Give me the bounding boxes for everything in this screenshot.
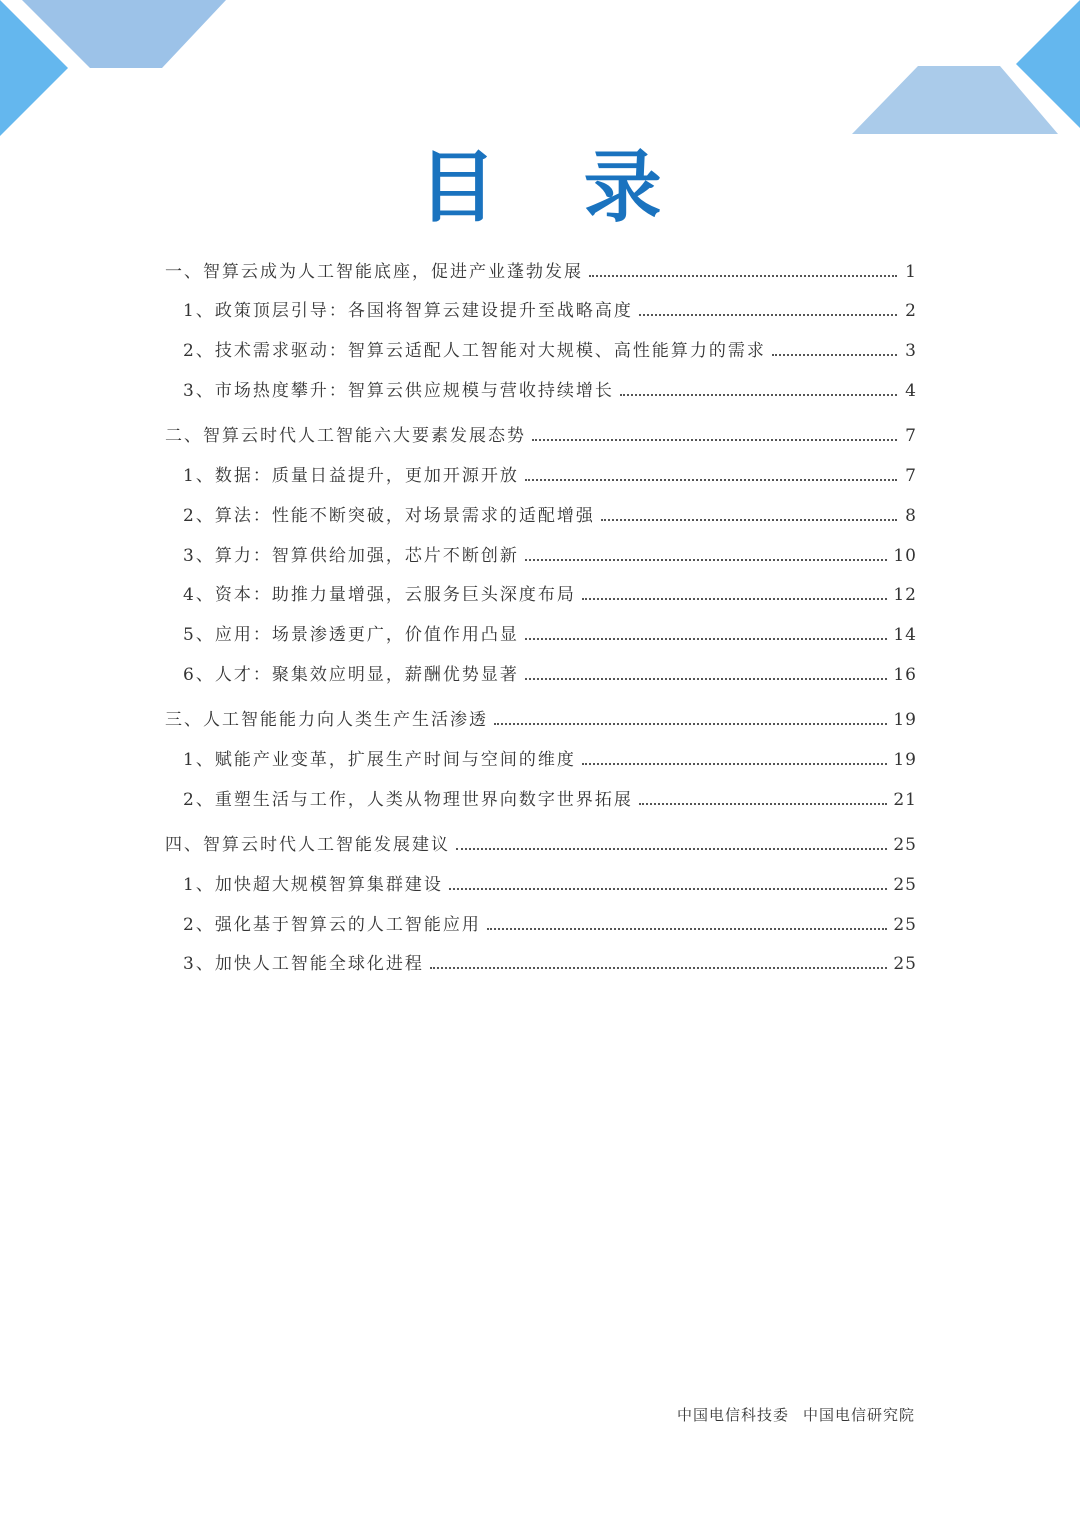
- toc-dot-leader: [449, 888, 888, 890]
- top-left-triangle: [0, 0, 68, 136]
- toc-section-entry[interactable]: [165, 450, 917, 490]
- toc-entry-title: 3、算力：智算供给加强，芯片不断创新: [183, 545, 519, 566]
- toc-entry-title: 6、人才：聚集效应明显，薪酬优势显著: [183, 664, 519, 685]
- toc-section-entry[interactable]: [165, 570, 917, 610]
- toc-entry-title: 4、资本：助推力量增强，云服务巨头深度布局: [183, 585, 576, 606]
- toc-section-entry[interactable]: [165, 609, 917, 649]
- toc-dot-leader: [589, 275, 897, 277]
- toc-dot-leader: [532, 439, 897, 441]
- toc-page-number: 10: [893, 545, 917, 566]
- toc-section-entry[interactable]: [165, 490, 917, 530]
- footer-org-research-institute: 中国电信研究院: [802, 1406, 915, 1424]
- toc-dot-leader: [430, 967, 888, 969]
- toc-entry-title: 三、人工智能能力向人类生产生活渗透: [165, 710, 488, 731]
- toc-entry-title: 1、加快超大规模智算集群建设: [183, 875, 443, 895]
- toc-entry-title: 3、加快人工智能全球化进程: [183, 954, 424, 975]
- toc-dot-leader: [582, 763, 888, 765]
- toc-dot-leader: [582, 598, 888, 600]
- toc-dot-leader: [487, 928, 888, 930]
- table-of-contents: [165, 246, 917, 978]
- toc-page-number: 4: [905, 380, 917, 401]
- toc-page-number: 19: [893, 710, 917, 731]
- toc-chapter-entry[interactable]: [165, 820, 917, 860]
- toc-section-entry[interactable]: [165, 365, 917, 405]
- toc-page-number: 25: [893, 914, 917, 935]
- toc-dot-leader: [601, 519, 897, 521]
- toc-section-entry[interactable]: [165, 939, 917, 979]
- toc-dot-leader: [525, 638, 888, 640]
- toc-section-entry[interactable]: [165, 734, 917, 774]
- footer-org-tech-committee: 中国电信科技委: [676, 1406, 789, 1424]
- toc-section-entry[interactable]: [165, 649, 917, 689]
- toc-page-number: 14: [893, 624, 917, 645]
- toc-entry-title: 一、智算云成为人工智能底座，促进产业蓬勃发展: [165, 261, 583, 282]
- toc-section-entry[interactable]: [165, 859, 917, 899]
- toc-page-number: 3: [905, 341, 917, 362]
- footer: [677, 1404, 915, 1425]
- toc-chapter-entry[interactable]: [165, 411, 917, 451]
- top-left-trapezoid: [22, 0, 226, 68]
- toc-page-number: 25: [893, 835, 917, 856]
- toc-section-entry[interactable]: [165, 530, 917, 570]
- toc-chapter-entry[interactable]: [165, 246, 917, 286]
- toc-section-entry[interactable]: [165, 774, 917, 814]
- toc-entry-title: 3、市场热度攀升：智算云供应规模与营收持续增长: [183, 380, 614, 401]
- toc-dot-leader: [456, 848, 887, 850]
- page-title: 目 录: [418, 143, 692, 233]
- toc-dot-leader: [772, 354, 897, 356]
- toc-chapter-entry[interactable]: [165, 695, 917, 735]
- toc-page-number: 7: [905, 466, 917, 487]
- toc-dot-leader: [639, 803, 888, 805]
- top-right-trapezoid: [852, 66, 1058, 134]
- toc-page-number: 25: [893, 875, 917, 895]
- toc-page-number: 1: [905, 261, 917, 282]
- toc-section-entry[interactable]: [165, 325, 917, 365]
- toc-entry-title: 2、技术需求驱动：智算云适配人工智能对大规模、高性能算力的需求: [183, 341, 766, 362]
- toc-page-number: 8: [905, 505, 917, 526]
- toc-dot-leader: [525, 559, 888, 561]
- toc-page-number: 7: [905, 426, 917, 447]
- toc-section-entry[interactable]: [165, 286, 917, 326]
- toc-dot-leader: [525, 479, 897, 481]
- corner-decoration: [0, 0, 1080, 140]
- toc-page-number: 21: [893, 789, 917, 810]
- toc-page-number: 19: [893, 749, 917, 770]
- toc-entry-title: 2、算法：性能不断突破，对场景需求的适配增强: [183, 505, 595, 526]
- toc-dot-leader: [494, 723, 887, 725]
- toc-entry-title: 四、智算云时代人工智能发展建议: [165, 835, 450, 856]
- toc-entry-title: 2、重塑生活与工作，人类从物理世界向数字世界拓展: [183, 789, 633, 810]
- toc-page-number: 25: [893, 954, 917, 975]
- toc-dot-leader: [620, 394, 897, 396]
- toc-dot-leader: [525, 678, 888, 680]
- toc-page-number: 16: [893, 664, 917, 685]
- toc-entry-title: 2、强化基于智算云的人工智能应用: [183, 914, 481, 935]
- toc-entry-title: 1、数据：质量日益提升，更加开源开放: [183, 466, 519, 487]
- toc-entry-title: 5、应用：场景渗透更广，价值作用凸显: [183, 624, 519, 645]
- toc-page-number: 12: [893, 585, 917, 606]
- top-right-triangle: [1016, 0, 1080, 128]
- toc-entry-title: 二、智算云时代人工智能六大要素发展态势: [165, 426, 526, 447]
- toc-entry-title: 1、赋能产业变革，扩展生产时间与空间的维度: [183, 749, 576, 770]
- toc-dot-leader: [639, 314, 897, 316]
- toc-section-entry[interactable]: [165, 899, 917, 939]
- toc-entry-title: 1、政策顶层引导：各国将智算云建设提升至战略高度: [183, 301, 633, 322]
- toc-page-number: 2: [905, 301, 917, 322]
